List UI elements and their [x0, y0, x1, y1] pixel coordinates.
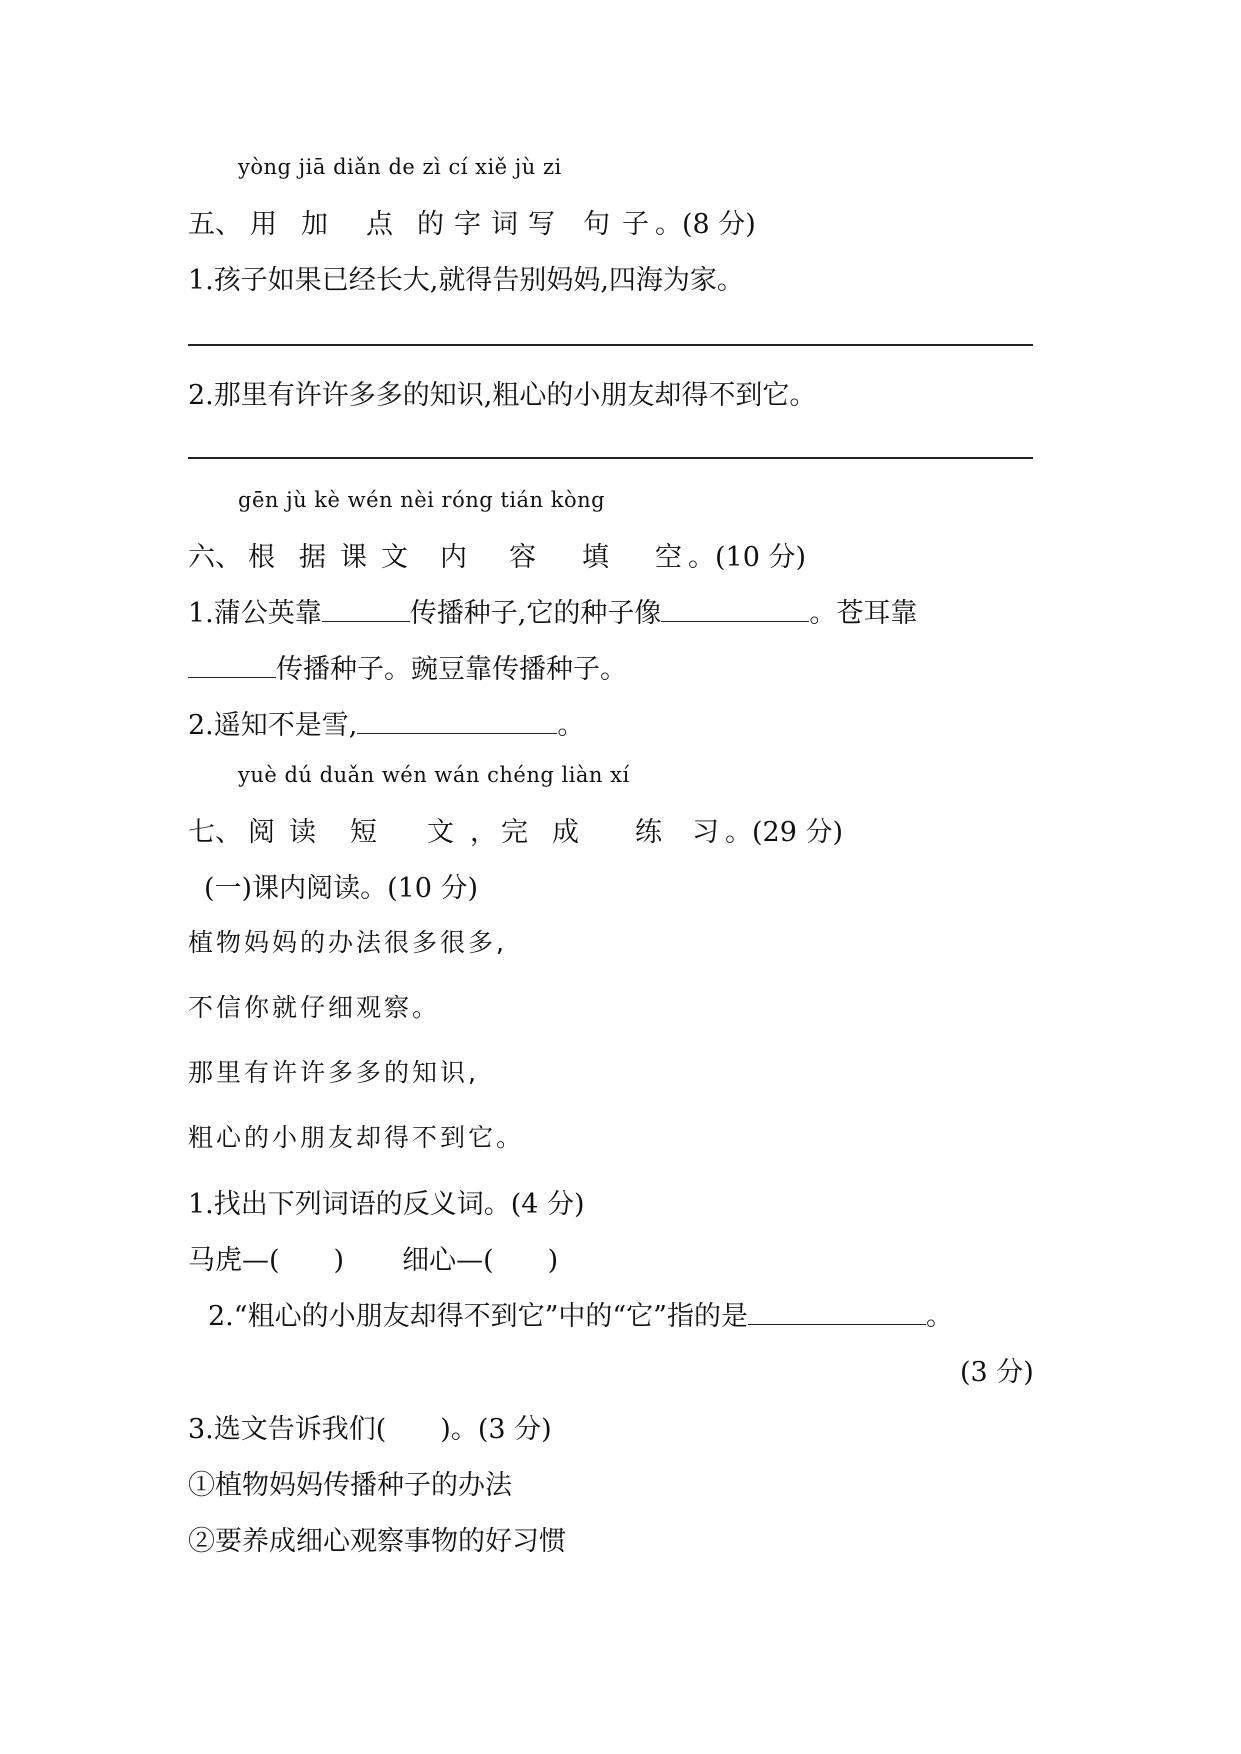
section6-heading: 六、 根 据 课 文 内 容 填 空 。(10 分)	[188, 542, 807, 573]
fill-blank[interactable]	[322, 595, 410, 622]
section7-subheading: (一)课内阅读。(10 分)	[204, 873, 479, 904]
fill-blank[interactable]	[188, 651, 276, 678]
section7-question-2: 2.“粗心的小朋友却得不到它”中的“它”指的是 。	[208, 1294, 953, 1333]
section5-question-1: 1.孩子如果已经长大,就得告别妈妈,四海为家。	[188, 265, 744, 296]
answer-line-1[interactable]	[188, 344, 1033, 346]
poem-line-3: 那里有许许多多的知识,	[188, 1058, 479, 1087]
section5-question-2: 2.那里有许许多多的知识,粗心的小朋友却得不到它。	[188, 380, 817, 411]
fill-blank[interactable]	[748, 1298, 926, 1325]
section7-pinyin: yuè dú duǎn wén wán chéng liàn xí	[238, 763, 630, 787]
section5-pinyin: yòng jiā diǎn de zì cí xiě jù zi	[238, 155, 562, 179]
section6-question-2: 2.遥知不是雪, 。	[188, 703, 584, 742]
section7-question-2-score: (3 分)	[960, 1357, 1034, 1388]
section6-question-1-cont: 传播种子。豌豆靠传播种子。	[188, 647, 627, 686]
section6-pinyin: gēn jù kè wén nèi róng tián kòng	[238, 488, 606, 512]
option-1[interactable]: ①植物妈妈传播种子的办法	[188, 1470, 512, 1501]
section7-question-1: 1.找出下列词语的反义词。(4 分)	[188, 1189, 585, 1220]
section5-heading: 五、 用 加 点 的 字 词 写 句 子 。(8 分)	[188, 209, 756, 240]
poem-line-4: 粗心的小朋友却得不到它。	[188, 1123, 525, 1152]
antonym-pair-2[interactable]: 细心—( )	[402, 1245, 559, 1276]
section7-question-1-pairs	[188, 1238, 558, 1277]
section6-question-1: 1.蒲公英靠 传播种子,它的种子像 。苍耳靠	[188, 591, 917, 630]
answer-line-2[interactable]	[188, 457, 1033, 459]
fill-blank[interactable]	[357, 707, 557, 734]
poem-line-2: 不信你就仔细观察。	[188, 993, 441, 1022]
option-2[interactable]: ②要养成细心观察事物的好习惯	[188, 1526, 566, 1557]
section7-heading: 七、 阅 读 短 文 ， 完 成 练 习 。(29 分)	[188, 817, 844, 848]
poem-line-1: 植物妈妈的办法很多很多,	[188, 928, 507, 957]
section7-question-3: 3.选文告诉我们( )。(3 分)	[188, 1414, 552, 1445]
fill-blank[interactable]	[661, 595, 809, 622]
antonym-pair-1[interactable]: 马虎—( )	[188, 1245, 345, 1276]
